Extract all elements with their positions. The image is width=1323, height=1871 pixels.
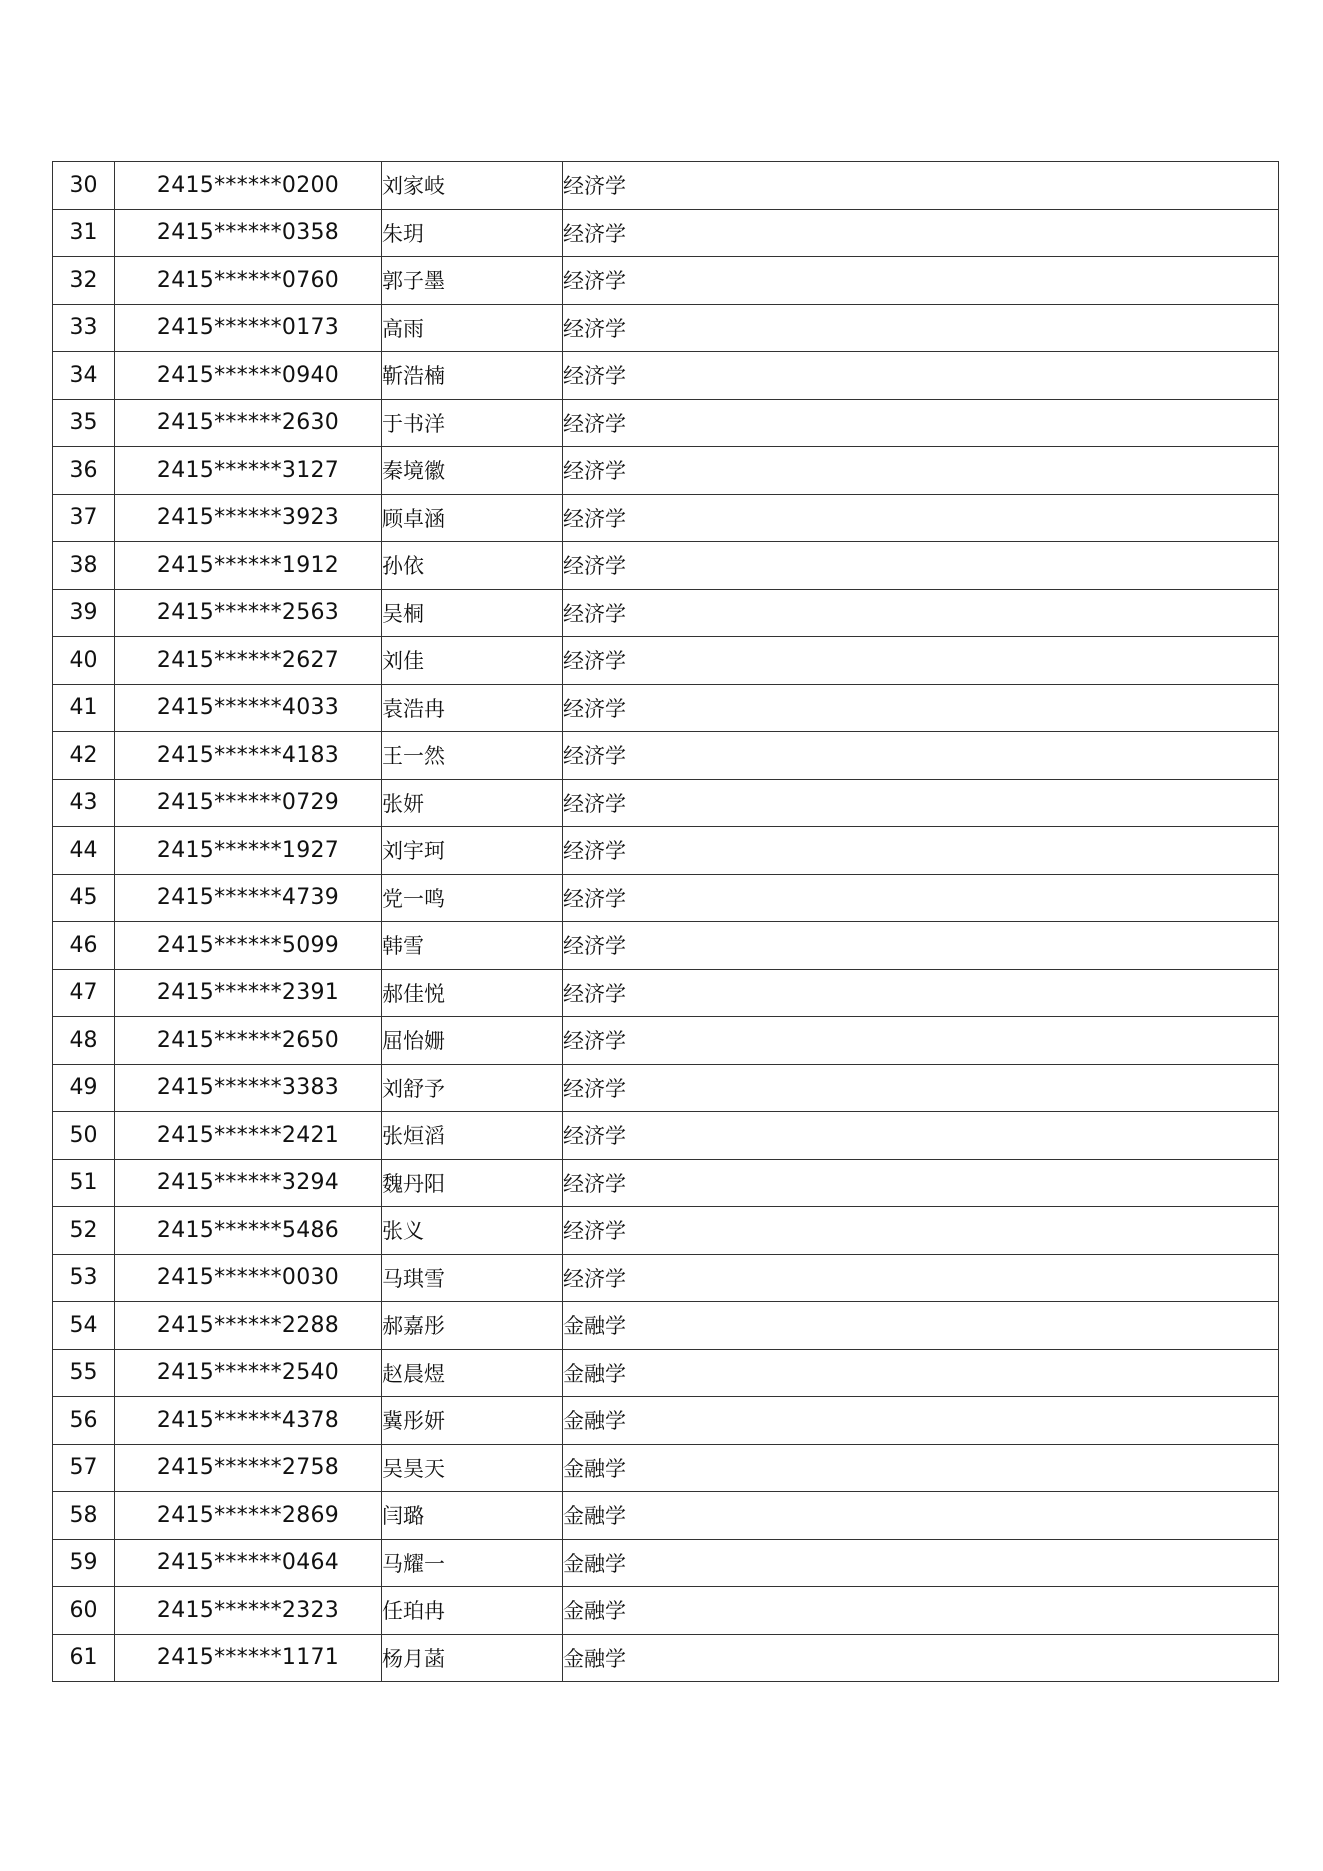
table-row xyxy=(53,874,1279,922)
row-number: 36 xyxy=(53,447,115,495)
student-name: 任珀冉 xyxy=(382,1587,563,1635)
student-id: 2415******0729 xyxy=(115,779,382,827)
student-name: 孙依 xyxy=(382,542,563,590)
student-id: 2415******2540 xyxy=(115,1349,382,1397)
row-number: 46 xyxy=(53,922,115,970)
student-id: 2415******2627 xyxy=(115,637,382,685)
student-id: 2415******5486 xyxy=(115,1207,382,1255)
table-row xyxy=(53,304,1279,352)
student-id: 2415******2391 xyxy=(115,969,382,1017)
student-name: 秦境徽 xyxy=(382,447,563,495)
table-row xyxy=(53,1539,1279,1587)
row-number: 57 xyxy=(53,1444,115,1492)
student-name: 刘舒予 xyxy=(382,1064,563,1112)
table-row xyxy=(53,1302,1279,1350)
student-id: 2415******4183 xyxy=(115,732,382,780)
student-name: 吴昊天 xyxy=(382,1444,563,1492)
table-row xyxy=(53,1207,1279,1255)
student-roster-table xyxy=(52,161,1279,1682)
student-id: 2415******2630 xyxy=(115,399,382,447)
major-name: 经济学 xyxy=(563,1159,1279,1207)
student-id: 2415******0030 xyxy=(115,1254,382,1302)
major-name: 金融学 xyxy=(563,1302,1279,1350)
table-row xyxy=(53,1159,1279,1207)
student-id: 2415******4739 xyxy=(115,874,382,922)
student-id: 2415******2288 xyxy=(115,1302,382,1350)
table-row xyxy=(53,732,1279,780)
table-row xyxy=(53,637,1279,685)
table-row xyxy=(53,1017,1279,1065)
student-id: 2415******4033 xyxy=(115,684,382,732)
student-name: 党一鸣 xyxy=(382,874,563,922)
table-row xyxy=(53,399,1279,447)
student-name: 刘宇珂 xyxy=(382,827,563,875)
student-name: 张义 xyxy=(382,1207,563,1255)
major-name: 经济学 xyxy=(563,1254,1279,1302)
major-name: 经济学 xyxy=(563,1064,1279,1112)
student-name: 魏丹阳 xyxy=(382,1159,563,1207)
student-name: 王一然 xyxy=(382,732,563,780)
student-name: 刘家岐 xyxy=(382,162,563,210)
student-id: 2415******0940 xyxy=(115,352,382,400)
row-number: 39 xyxy=(53,589,115,637)
student-name: 张妍 xyxy=(382,779,563,827)
student-id: 2415******0200 xyxy=(115,162,382,210)
table-row xyxy=(53,589,1279,637)
major-name: 金融学 xyxy=(563,1539,1279,1587)
major-name: 经济学 xyxy=(563,1017,1279,1065)
table-row xyxy=(53,1634,1279,1682)
table-row xyxy=(53,779,1279,827)
student-name: 刘佳 xyxy=(382,637,563,685)
major-name: 经济学 xyxy=(563,352,1279,400)
student-name: 郝嘉彤 xyxy=(382,1302,563,1350)
student-name: 马琪雪 xyxy=(382,1254,563,1302)
row-number: 48 xyxy=(53,1017,115,1065)
student-name: 郭子墨 xyxy=(382,257,563,305)
table-row xyxy=(53,1349,1279,1397)
student-name: 屈怡姗 xyxy=(382,1017,563,1065)
row-number: 60 xyxy=(53,1587,115,1635)
student-name: 吴桐 xyxy=(382,589,563,637)
table-row xyxy=(53,352,1279,400)
row-number: 53 xyxy=(53,1254,115,1302)
row-number: 49 xyxy=(53,1064,115,1112)
student-id: 2415******4378 xyxy=(115,1397,382,1445)
student-id: 2415******2758 xyxy=(115,1444,382,1492)
table-row xyxy=(53,1064,1279,1112)
student-name: 冀彤妍 xyxy=(382,1397,563,1445)
student-name: 郝佳悦 xyxy=(382,969,563,1017)
major-name: 经济学 xyxy=(563,162,1279,210)
major-name: 经济学 xyxy=(563,922,1279,970)
student-id: 2415******3294 xyxy=(115,1159,382,1207)
row-number: 44 xyxy=(53,827,115,875)
student-id: 2415******2421 xyxy=(115,1112,382,1160)
major-name: 金融学 xyxy=(563,1634,1279,1682)
row-number: 54 xyxy=(53,1302,115,1350)
row-number: 58 xyxy=(53,1492,115,1540)
table-row xyxy=(53,542,1279,590)
row-number: 50 xyxy=(53,1112,115,1160)
student-id: 2415******0760 xyxy=(115,257,382,305)
student-name: 顾卓涵 xyxy=(382,494,563,542)
student-id: 2415******2650 xyxy=(115,1017,382,1065)
table-row xyxy=(53,1112,1279,1160)
student-id: 2415******0173 xyxy=(115,304,382,352)
major-name: 经济学 xyxy=(563,209,1279,257)
major-name: 经济学 xyxy=(563,779,1279,827)
table-row xyxy=(53,1254,1279,1302)
major-name: 经济学 xyxy=(563,304,1279,352)
table-row xyxy=(53,162,1279,210)
major-name: 金融学 xyxy=(563,1397,1279,1445)
table-row xyxy=(53,1444,1279,1492)
table-row xyxy=(53,257,1279,305)
major-name: 经济学 xyxy=(563,1207,1279,1255)
table-row xyxy=(53,969,1279,1017)
major-name: 经济学 xyxy=(563,257,1279,305)
row-number: 61 xyxy=(53,1634,115,1682)
row-number: 35 xyxy=(53,399,115,447)
row-number: 47 xyxy=(53,969,115,1017)
row-number: 52 xyxy=(53,1207,115,1255)
row-number: 59 xyxy=(53,1539,115,1587)
row-number: 55 xyxy=(53,1349,115,1397)
major-name: 金融学 xyxy=(563,1349,1279,1397)
table-row xyxy=(53,684,1279,732)
student-id: 2415******0464 xyxy=(115,1539,382,1587)
table-row xyxy=(53,1397,1279,1445)
student-name: 靳浩楠 xyxy=(382,352,563,400)
row-number: 34 xyxy=(53,352,115,400)
major-name: 金融学 xyxy=(563,1587,1279,1635)
student-name: 张烜滔 xyxy=(382,1112,563,1160)
student-id: 2415******3127 xyxy=(115,447,382,495)
major-name: 经济学 xyxy=(563,589,1279,637)
student-name: 赵晨煜 xyxy=(382,1349,563,1397)
table-row xyxy=(53,1587,1279,1635)
major-name: 经济学 xyxy=(563,827,1279,875)
student-id: 2415******1927 xyxy=(115,827,382,875)
row-number: 40 xyxy=(53,637,115,685)
student-id: 2415******1171 xyxy=(115,1634,382,1682)
major-name: 经济学 xyxy=(563,969,1279,1017)
row-number: 56 xyxy=(53,1397,115,1445)
table-row xyxy=(53,827,1279,875)
student-id: 2415******5099 xyxy=(115,922,382,970)
student-name: 朱玥 xyxy=(382,209,563,257)
major-name: 经济学 xyxy=(563,399,1279,447)
table-row xyxy=(53,447,1279,495)
major-name: 经济学 xyxy=(563,637,1279,685)
major-name: 经济学 xyxy=(563,447,1279,495)
row-number: 51 xyxy=(53,1159,115,1207)
major-name: 经济学 xyxy=(563,732,1279,780)
student-id: 2415******2869 xyxy=(115,1492,382,1540)
table-row xyxy=(53,1492,1279,1540)
major-name: 经济学 xyxy=(563,874,1279,922)
row-number: 32 xyxy=(53,257,115,305)
student-name: 高雨 xyxy=(382,304,563,352)
row-number: 41 xyxy=(53,684,115,732)
major-name: 金融学 xyxy=(563,1492,1279,1540)
major-name: 经济学 xyxy=(563,494,1279,542)
row-number: 31 xyxy=(53,209,115,257)
student-name: 马耀一 xyxy=(382,1539,563,1587)
row-number: 45 xyxy=(53,874,115,922)
row-number: 43 xyxy=(53,779,115,827)
major-name: 经济学 xyxy=(563,542,1279,590)
row-number: 33 xyxy=(53,304,115,352)
table-row xyxy=(53,209,1279,257)
row-number: 30 xyxy=(53,162,115,210)
student-id: 2415******0358 xyxy=(115,209,382,257)
student-name: 于书洋 xyxy=(382,399,563,447)
roster-body xyxy=(53,162,1279,1682)
student-name: 闫璐 xyxy=(382,1492,563,1540)
student-id: 2415******3923 xyxy=(115,494,382,542)
student-id: 2415******1912 xyxy=(115,542,382,590)
student-name: 韩雪 xyxy=(382,922,563,970)
row-number: 37 xyxy=(53,494,115,542)
major-name: 经济学 xyxy=(563,684,1279,732)
student-name: 杨月菡 xyxy=(382,1634,563,1682)
table-row xyxy=(53,922,1279,970)
student-name: 袁浩冉 xyxy=(382,684,563,732)
student-id: 2415******3383 xyxy=(115,1064,382,1112)
row-number: 38 xyxy=(53,542,115,590)
major-name: 金融学 xyxy=(563,1444,1279,1492)
row-number: 42 xyxy=(53,732,115,780)
table-row xyxy=(53,494,1279,542)
student-id: 2415******2323 xyxy=(115,1587,382,1635)
major-name: 经济学 xyxy=(563,1112,1279,1160)
student-id: 2415******2563 xyxy=(115,589,382,637)
